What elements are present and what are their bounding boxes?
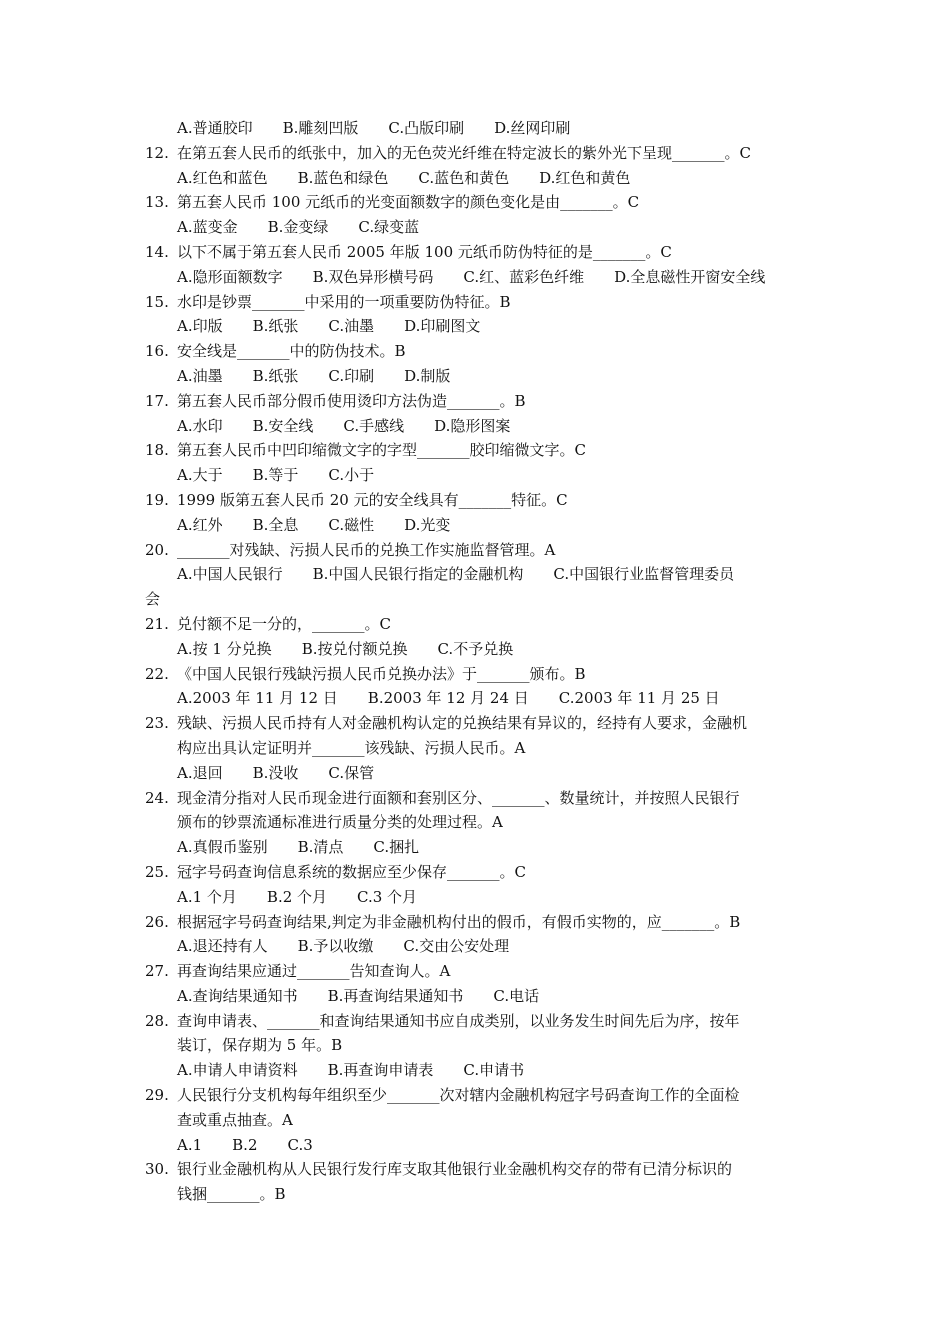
question-text: 第五套人民币部分假币使用烫印方法伪造_______。B bbox=[177, 391, 526, 410]
question-continuation: 构应出具认定证明并_______该残缺、污损人民币。A bbox=[177, 738, 526, 757]
options-line bbox=[145, 513, 815, 538]
option-text: B.按兑付额兑换 bbox=[301, 639, 408, 658]
question-number: 30. bbox=[145, 1160, 169, 1179]
question-line bbox=[145, 860, 815, 885]
question-number: 12. bbox=[145, 143, 169, 162]
option-text: A.红色和蓝色 bbox=[177, 168, 268, 187]
question-number: 28. bbox=[145, 1011, 169, 1030]
option-text: A.普通胶印 bbox=[177, 119, 253, 137]
question-number: 17. bbox=[145, 391, 169, 410]
question-text: 水印是钞票_______中采用的一项重要防伪特征。B bbox=[177, 292, 511, 311]
options-line bbox=[145, 215, 815, 240]
option-text: B.清点 bbox=[297, 838, 344, 857]
option-text: A.蓝变金 bbox=[177, 218, 238, 237]
option-text: C.电话 bbox=[493, 986, 540, 1005]
options-line bbox=[145, 314, 815, 339]
options-line bbox=[145, 984, 815, 1009]
option-text: A.退回 bbox=[177, 763, 223, 782]
option-text: C.红、蓝彩色纤维 bbox=[463, 267, 585, 286]
option-text: B.2 bbox=[232, 1135, 258, 1154]
option-text: C.保管 bbox=[328, 763, 375, 782]
question-line bbox=[145, 1157, 815, 1182]
question-line bbox=[145, 959, 815, 984]
option-text: C.凸版印刷 bbox=[388, 119, 465, 137]
question-text: 残缺、污损人民币持有人对金融机构认定的兑换结果有异议的，经持有人要求，金融机 bbox=[177, 714, 748, 733]
question-number: 20. bbox=[145, 540, 169, 559]
option-text: C.中国银行业监督管理委员 bbox=[553, 565, 735, 584]
option-text: C.申请书 bbox=[463, 1061, 525, 1080]
option-text: D.光变 bbox=[404, 515, 451, 534]
question-text: 根据冠字号码查询结果,判定为非金融机构付出的假币，有假币实物的，应_______。B bbox=[177, 912, 741, 931]
question-line bbox=[145, 1083, 815, 1108]
option-text: C.绿变蓝 bbox=[358, 218, 420, 237]
question-number: 23. bbox=[145, 714, 169, 733]
question-line bbox=[145, 612, 815, 637]
option-text: B.等于 bbox=[252, 466, 299, 485]
question-number: 13. bbox=[145, 193, 169, 212]
question-text: 1999 版第五套人民币 20 元的安全线具有_______特征。C bbox=[177, 490, 568, 509]
question-text: 第五套人民币 100 元纸币的光变面额数字的颜色变化是由_______。C bbox=[177, 193, 640, 212]
question-line bbox=[145, 141, 815, 166]
option-text: C.油墨 bbox=[328, 317, 375, 336]
question-text: 人民银行分支机构每年组织至少_______次对辖内金融机构冠字号码查询工作的全面检 bbox=[177, 1086, 740, 1105]
question-continuation: 装订，保存期为 5 年。B bbox=[177, 1036, 343, 1055]
question-line bbox=[145, 290, 815, 315]
wrapped-text: 会 bbox=[145, 590, 161, 609]
option-text: D.制版 bbox=[404, 366, 451, 385]
option-text: A.1 bbox=[177, 1135, 203, 1154]
question-line bbox=[145, 662, 815, 687]
question-text: 安全线是_______中的防伪技术。B bbox=[177, 342, 406, 361]
question-text: 冠字号码查询信息系统的数据应至少保存_______。C bbox=[177, 862, 526, 881]
question-line bbox=[145, 190, 815, 215]
option-text: A.2003 年 11 月 12 日 bbox=[177, 689, 338, 708]
option-text: B.双色异形横号码 bbox=[312, 267, 434, 286]
question-text: 再查询结果应通过_______告知查询人。A bbox=[177, 962, 451, 981]
question-number: 19. bbox=[145, 490, 169, 509]
question-line bbox=[145, 240, 815, 265]
option-text: A.申请人申请资料 bbox=[177, 1061, 298, 1080]
option-text: C.小于 bbox=[328, 466, 375, 485]
question-number: 25. bbox=[145, 862, 169, 881]
option-text: C.3 个月 bbox=[357, 887, 418, 906]
options-line bbox=[145, 686, 815, 711]
question-line bbox=[145, 339, 815, 364]
option-text: B.安全线 bbox=[252, 416, 314, 435]
question-text: 《中国人民银行残缺污损人民币兑换办法》于_______颁布。B bbox=[177, 664, 586, 683]
option-text: A.油墨 bbox=[177, 366, 223, 385]
option-text: A.中国人民银行 bbox=[177, 565, 283, 584]
question-continuation: 钱捆_______。B bbox=[177, 1185, 286, 1204]
options-line bbox=[145, 835, 815, 860]
options-line bbox=[145, 934, 815, 959]
option-text: B.蓝色和绿色 bbox=[297, 168, 389, 187]
question-text: 在第五套人民币的纸张中，加入的无色荧光纤维在特定波长的紫外光下呈现_______。C bbox=[177, 143, 751, 162]
question-line bbox=[145, 711, 815, 736]
question-line bbox=[145, 438, 815, 463]
options-line bbox=[145, 562, 815, 587]
option-text: B.2003 年 12 月 24 日 bbox=[367, 689, 529, 708]
options-line bbox=[145, 116, 815, 141]
question-number: 26. bbox=[145, 912, 169, 931]
question-continuation: 颁布的钞票流通标准进行质量分类的处理过程。A bbox=[177, 813, 503, 832]
question-list bbox=[145, 116, 815, 1207]
question-number: 29. bbox=[145, 1086, 169, 1105]
options-line bbox=[145, 761, 815, 786]
question-line bbox=[145, 1009, 815, 1034]
option-text: C.磁性 bbox=[328, 515, 375, 534]
option-text: B.2 个月 bbox=[266, 887, 328, 906]
question-line bbox=[145, 488, 815, 513]
options-line bbox=[145, 637, 815, 662]
options-line bbox=[145, 414, 815, 439]
option-text: B.纸张 bbox=[252, 317, 299, 336]
question-number: 14. bbox=[145, 242, 169, 261]
option-text: D.隐形图案 bbox=[434, 416, 511, 435]
question-line bbox=[145, 910, 815, 935]
question-line bbox=[145, 538, 815, 563]
question-text: 以下不属于第五套人民币 2005 年版 100 元纸币防伪特征的是_______。C bbox=[177, 242, 672, 261]
option-text: A.真假币鉴别 bbox=[177, 838, 268, 857]
options-line bbox=[145, 364, 815, 389]
option-text: A.印版 bbox=[177, 317, 223, 336]
options-line bbox=[145, 1058, 815, 1083]
options-line bbox=[145, 166, 815, 191]
question-text: 现金清分指对人民币现金进行面额和套别区分、_______、数量统计，并按照人民银行 bbox=[177, 788, 740, 807]
option-text: A.退还持有人 bbox=[177, 937, 268, 956]
option-text: B.雕刻凹版 bbox=[282, 119, 359, 137]
question-line bbox=[145, 786, 815, 811]
options-line bbox=[145, 1133, 815, 1158]
option-text: A.查询结果通知书 bbox=[177, 986, 298, 1005]
option-text: C.交由公安处理 bbox=[403, 937, 510, 956]
question-text: 银行业金融机构从人民银行发行库支取其他银行业金融机构交存的带有已清分标识的 bbox=[177, 1160, 733, 1179]
option-text: B.全息 bbox=[252, 515, 299, 534]
question-number: 15. bbox=[145, 292, 169, 311]
option-text: D.印刷图文 bbox=[404, 317, 481, 336]
question-text: _______对残缺、污损人民币的兑换工作实施监督管理。A bbox=[177, 540, 556, 559]
question-number: 16. bbox=[145, 342, 169, 361]
question-number: 27. bbox=[145, 962, 169, 981]
option-text: C.3 bbox=[287, 1135, 313, 1154]
option-text: C.2003 年 11 月 25 日 bbox=[558, 689, 720, 708]
option-text: A.水印 bbox=[177, 416, 223, 435]
question-continuation: 查或重点抽查。A bbox=[177, 1110, 293, 1129]
option-text: B.再查询结果通知书 bbox=[327, 986, 464, 1005]
option-text: A.1 个月 bbox=[177, 887, 237, 906]
option-text: C.不予兑换 bbox=[437, 639, 514, 658]
question-number: 18. bbox=[145, 441, 169, 460]
option-text: B.纸张 bbox=[252, 366, 299, 385]
option-text: D.红色和黄色 bbox=[539, 168, 631, 187]
options-line bbox=[145, 885, 815, 910]
option-text: A.按 1 分兑换 bbox=[177, 639, 272, 658]
question-number: 21. bbox=[145, 614, 169, 633]
option-text: B.金变绿 bbox=[267, 218, 329, 237]
question-text: 第五套人民币中凹印缩微文字的字型_______胶印缩微文字。C bbox=[177, 441, 586, 460]
option-text: D.丝网印刷 bbox=[494, 119, 571, 137]
option-text: A.隐形面额数字 bbox=[177, 267, 283, 286]
question-number: 24. bbox=[145, 788, 169, 807]
question-line bbox=[145, 389, 815, 414]
option-text: B.再查询申请表 bbox=[327, 1061, 434, 1080]
option-text: C.手感线 bbox=[343, 416, 405, 435]
option-text: B.予以收缴 bbox=[297, 937, 374, 956]
option-text: D.全息磁性开窗安全线 bbox=[614, 267, 766, 286]
option-text: B.中国人民银行指定的金融机构 bbox=[312, 565, 524, 584]
question-text: 查询申请表、_______和查询结果通知书应自成类别，以业务发生时间先后为序，按年 bbox=[177, 1011, 740, 1030]
question-number: 22. bbox=[145, 664, 169, 683]
option-text: C.印刷 bbox=[328, 366, 375, 385]
option-text: A.红外 bbox=[177, 515, 223, 534]
option-text: A.大于 bbox=[177, 466, 223, 485]
options-line bbox=[145, 463, 815, 488]
option-text: B.没收 bbox=[252, 763, 299, 782]
options-line bbox=[145, 265, 815, 290]
option-text: C.蓝色和黄色 bbox=[418, 168, 510, 187]
option-text: C.捆扎 bbox=[373, 838, 420, 857]
question-text: 兑付额不足一分的，_______。C bbox=[177, 614, 391, 633]
